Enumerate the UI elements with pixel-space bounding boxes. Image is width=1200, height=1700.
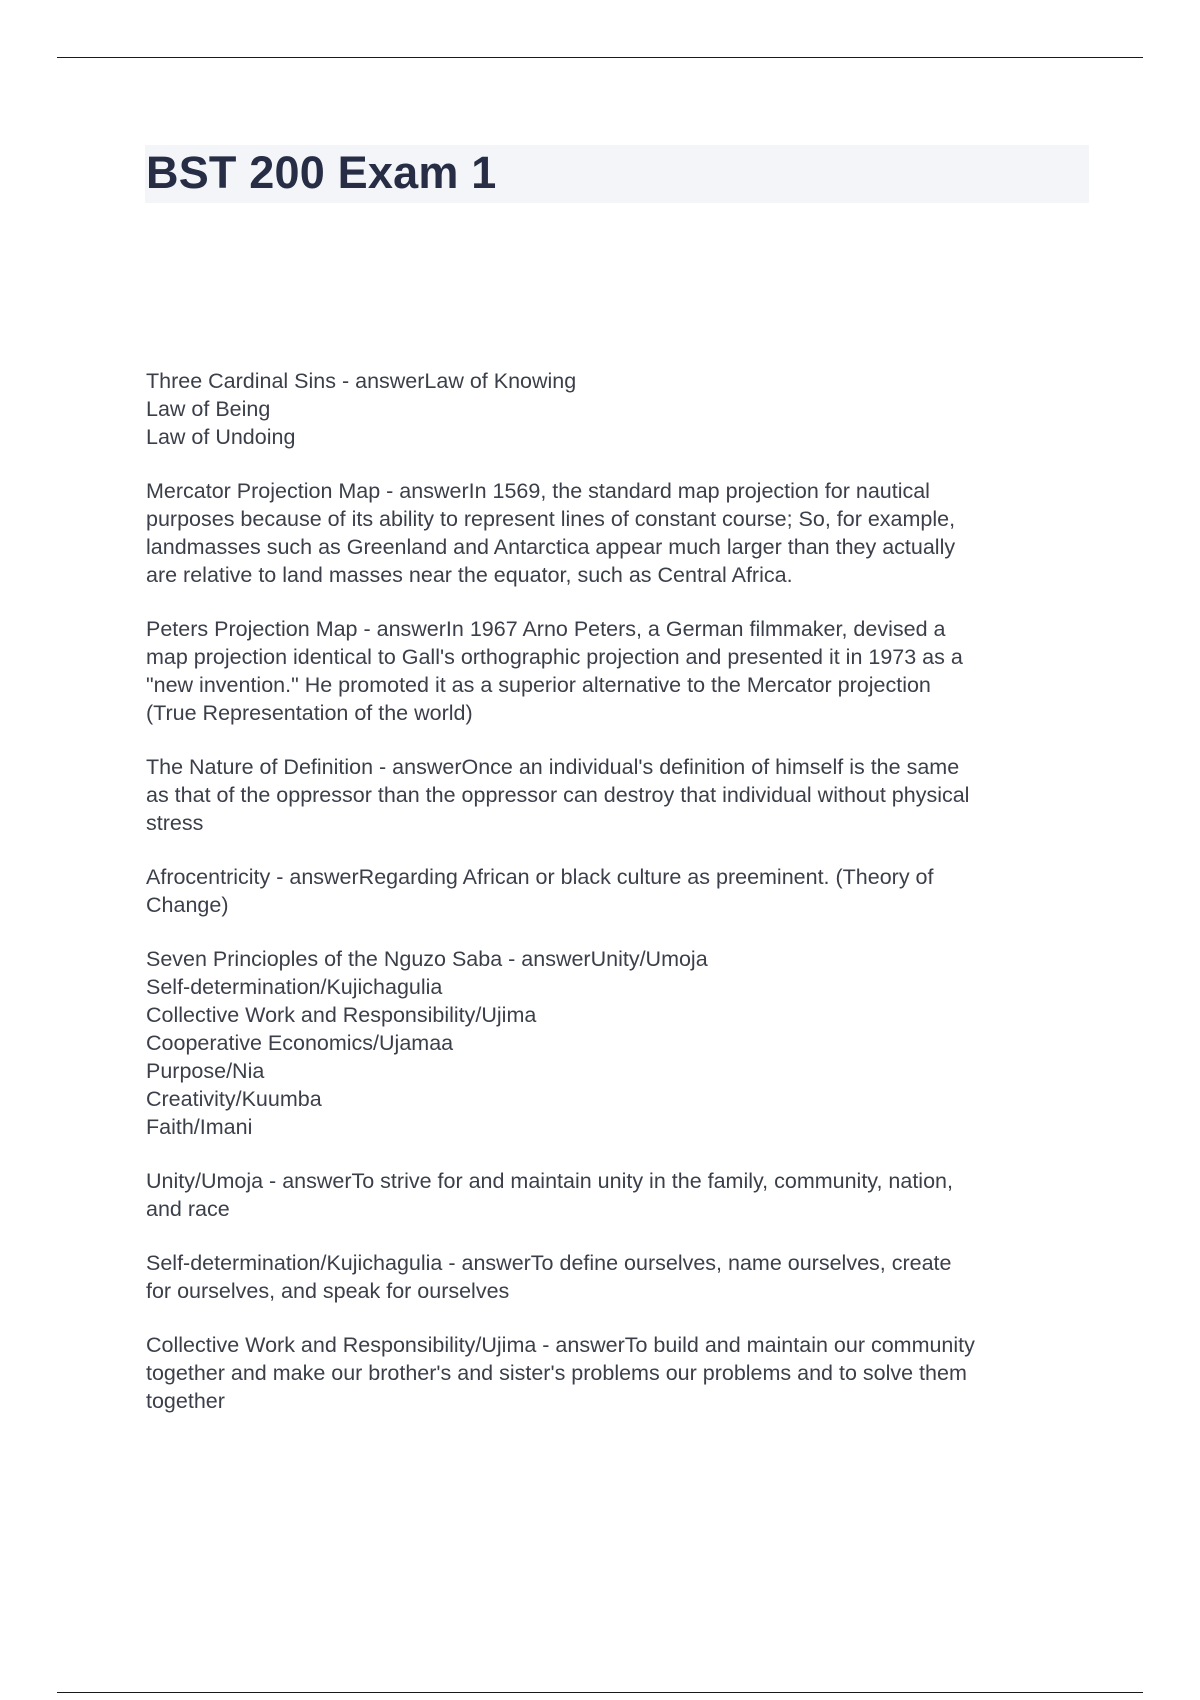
entry-unity-umoja: Unity/Umoja - answerTo strive for and maintain unity in the family, community, nation, and race [146, 1169, 953, 1221]
page-title: BST 200 Exam 1 [146, 147, 497, 198]
entry-afrocentricity: Afrocentricity - answerRegarding African or black culture as preeminent. (Theory of Change) [146, 865, 934, 917]
bottom-rule [57, 1692, 1143, 1693]
top-rule [57, 57, 1143, 58]
entry-nguzo-saba-principles: Seven Princioples of the Nguzo Saba - answerUnity/Umoja Self-determination/Kujichagulia Collective Work and Responsibility/Ujima Cooperative Economics/Ujamaa Purpose/Nia Creativity/Kuumba Faith/Imani [146, 947, 708, 1139]
entry-self-determination-kujichagulia: Self-determination/Kujichagulia - answerTo define ourselves, name ourselves, create for ourselves, and speak for ourselves [146, 1251, 952, 1303]
entry-collective-work-ujima: Collective Work and Responsibility/Ujima - answerTo build and maintain our community together and make our brother's and sister's problems our problems and to solve them together [146, 1333, 975, 1413]
entry-nature-of-definition: The Nature of Definition - answerOnce an individual's definition of himself is the same as that of the oppressor than the oppressor can destroy that individual without physical stress [146, 755, 970, 835]
entry-three-cardinal-sins: Three Cardinal Sins - answerLaw of Knowing Law of Being Law of Undoing [146, 369, 577, 449]
entry-peters-projection-map: Peters Projection Map - answerIn 1967 Arno Peters, a German filmmaker, devised a map projection identical to Gall's orthographic projection and presented it in 1973 as a "new invention." He promoted it as a superior alternative to the Mercator projection (True Representation of the world) [146, 617, 963, 725]
document-body [146, 367, 1090, 1441]
entry-mercator-projection-map: Mercator Projection Map - answerIn 1569, the standard map projection for nautical purposes because of its ability to represent lines of constant course; So, for example, landmasses such as Greenland and Antarctica appear much larger than they actually are relative to land masses near the equator, such as Central Africa. [146, 479, 956, 587]
